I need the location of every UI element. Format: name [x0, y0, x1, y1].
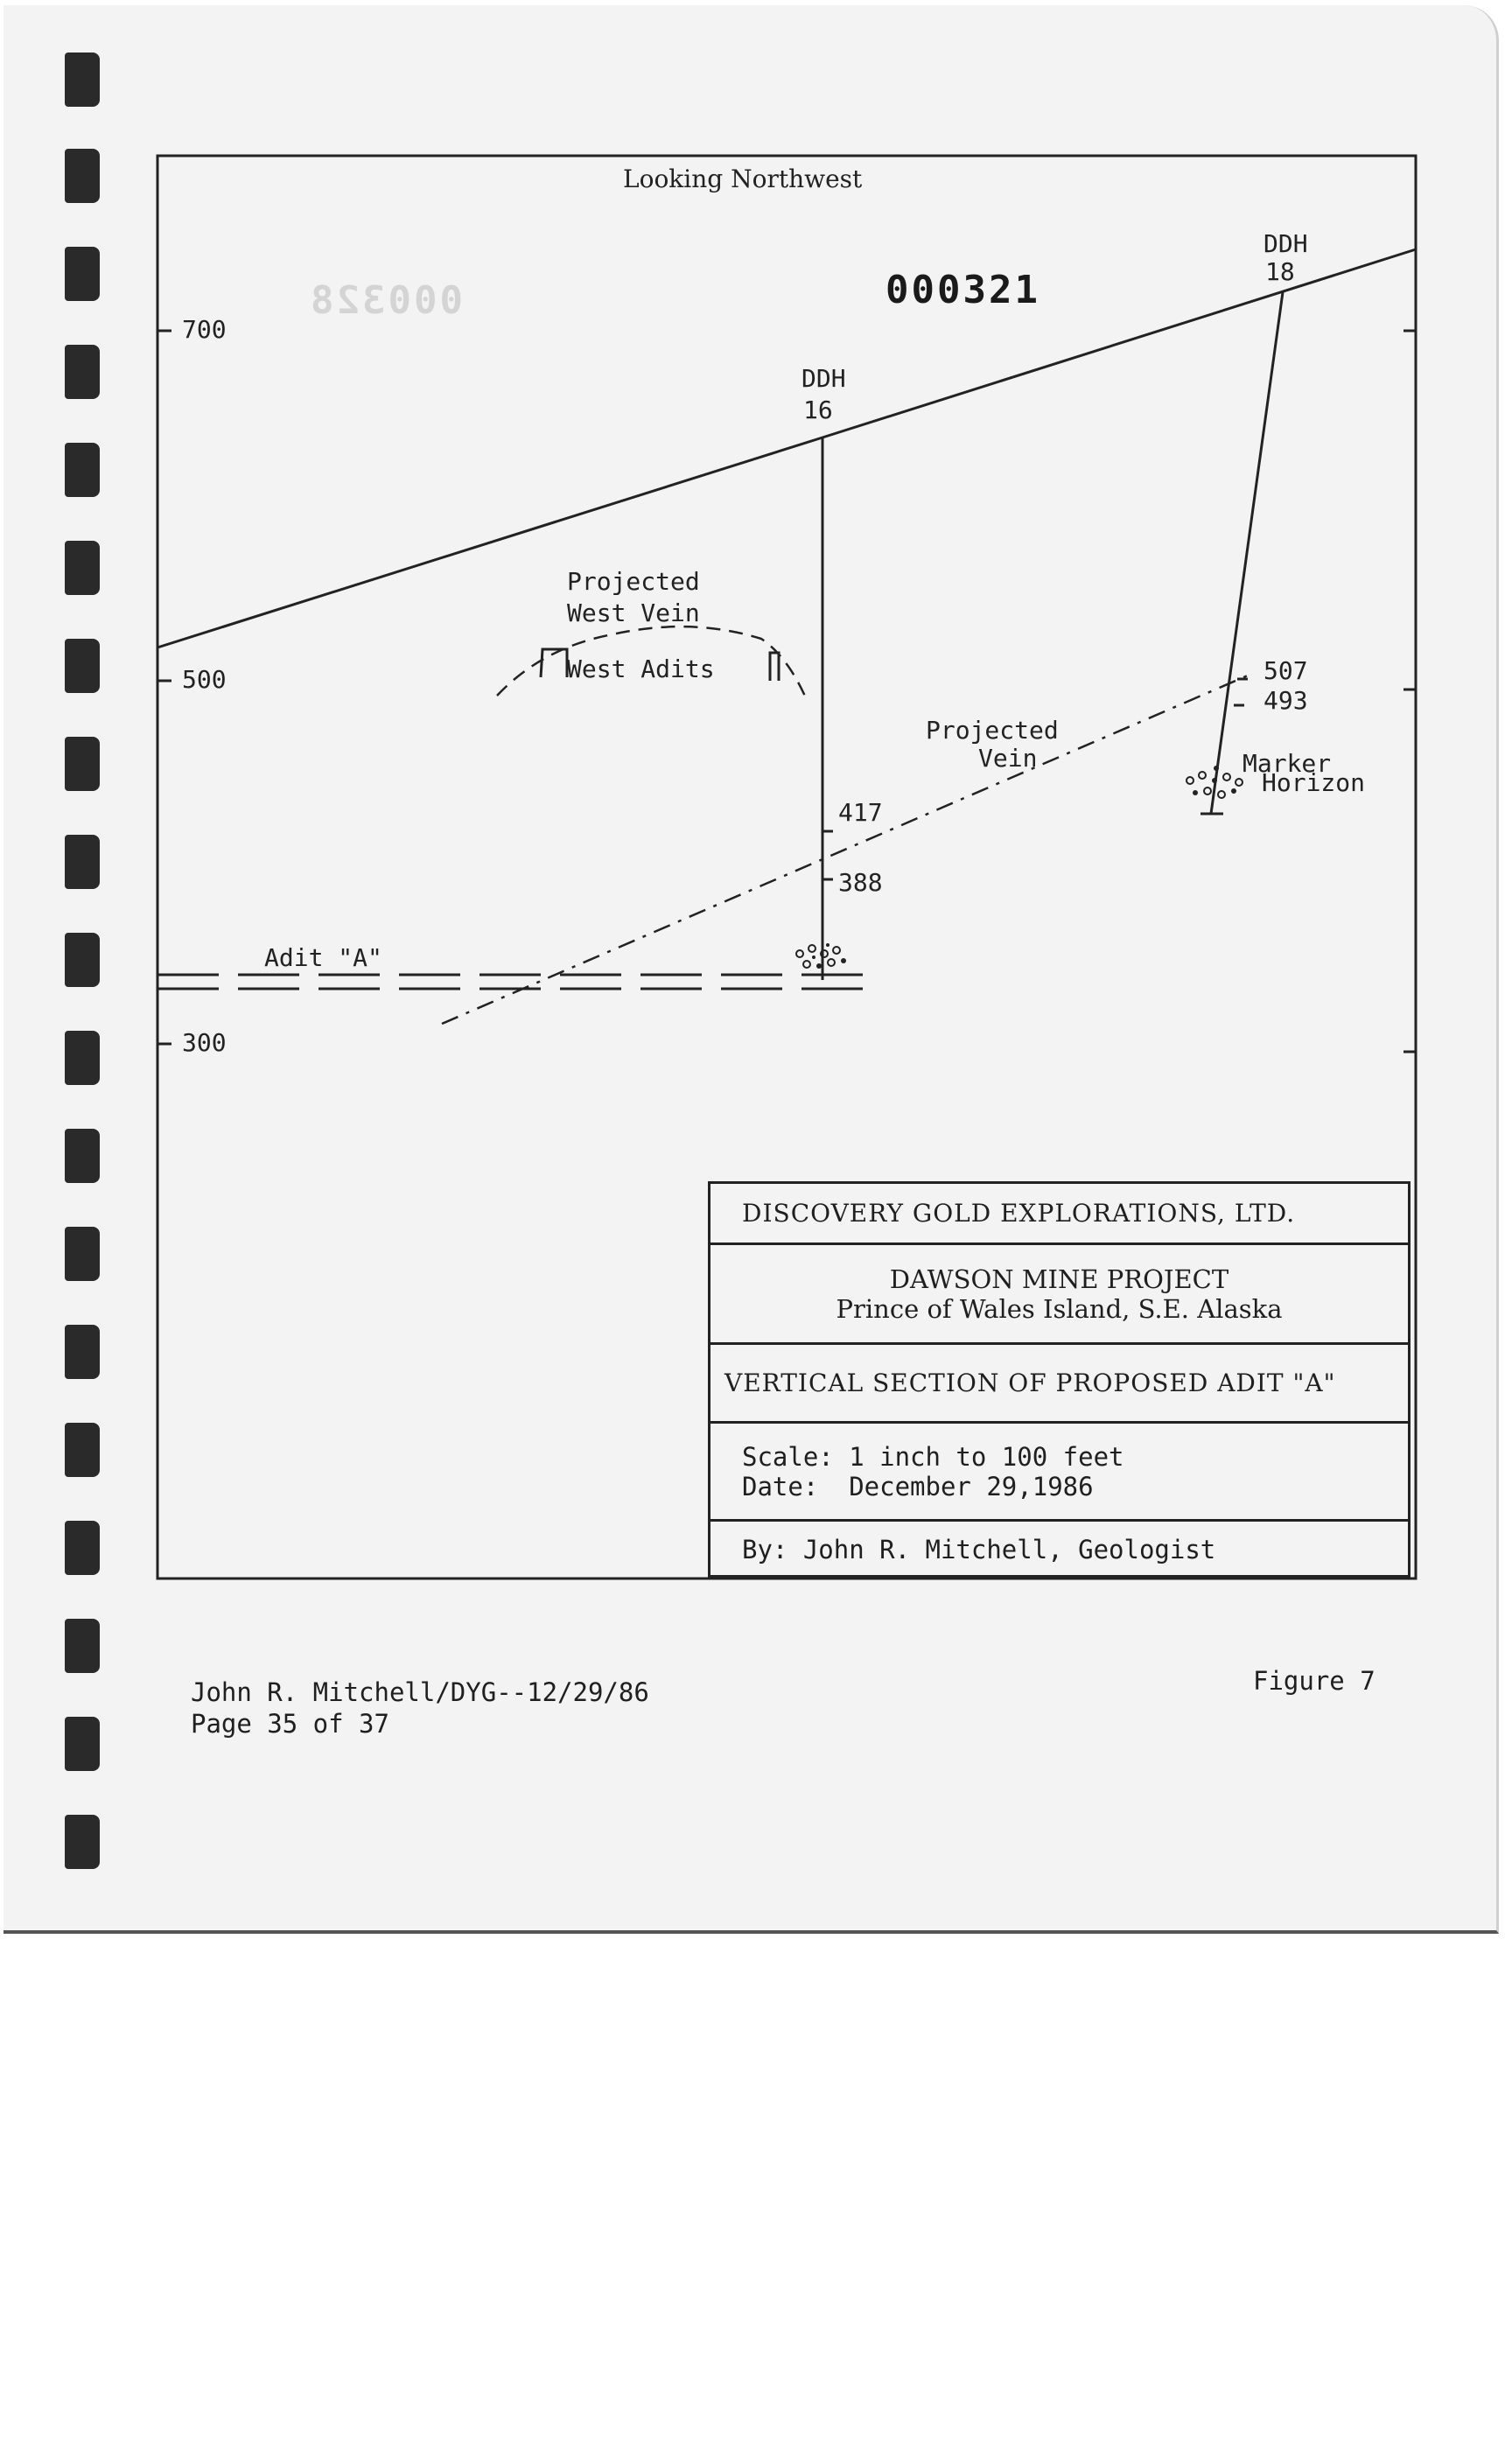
- west-adits-label: West Adits: [567, 654, 715, 683]
- ddh18-label-line1: DDH: [1264, 229, 1308, 258]
- marker-horizon-label-line1: Marker: [1242, 749, 1332, 778]
- title-block-company: [710, 1184, 1408, 1245]
- elevation-label-700: 700: [182, 315, 227, 344]
- intercept-388: 388: [838, 868, 883, 897]
- title-block-section: [710, 1345, 1408, 1424]
- company-name: DISCOVERY GOLD EXPLORATIONS, LTD.: [742, 1199, 1296, 1228]
- projected-vein-label-line1: Projected: [926, 716, 1059, 745]
- projected-vein-label-line2: Vein: [978, 744, 1038, 773]
- intercept-507: 507: [1264, 656, 1308, 685]
- elevation-label-300: 300: [182, 1028, 227, 1057]
- ddh16-label-line1: DDH: [802, 364, 846, 393]
- title-block-author: [710, 1522, 1408, 1578]
- ddh16-label-line2: 16: [803, 396, 833, 424]
- title-block-project: [710, 1245, 1408, 1345]
- drill-hole-ddh18: [1211, 292, 1283, 814]
- document-number-stamp: 000321: [886, 268, 1040, 312]
- view-direction-label: Looking Northwest: [623, 164, 863, 193]
- title-block: [708, 1181, 1410, 1578]
- project-location: Prince of Wales Island, S.E. Alaska: [836, 1293, 1283, 1324]
- author-text: By: John R. Mitchell, Geologist: [742, 1535, 1216, 1564]
- elevation-label-500: 500: [182, 665, 227, 694]
- section-title: VERTICAL SECTION OF PROPOSED ADIT "A": [724, 1368, 1336, 1397]
- stamp-ghost: 000328: [308, 278, 463, 323]
- figure-number: Figure 7: [1253, 1666, 1376, 1696]
- date-text: Date: December 29,1986: [742, 1471, 1094, 1502]
- projected-west-vein-label-line1: Projected: [567, 567, 700, 596]
- projected-west-vein-label-line2: West Vein: [567, 598, 700, 627]
- adit-a-label: Adit "A": [264, 943, 382, 972]
- ground-surface-line: [158, 249, 1416, 648]
- project-name: DAWSON MINE PROJECT: [889, 1264, 1229, 1294]
- intercept-493: 493: [1264, 686, 1308, 715]
- title-block-scale-date: [710, 1424, 1408, 1522]
- footer-page-number: Page 35 of 37: [191, 1709, 389, 1739]
- footer-reference: [191, 1676, 649, 1740]
- west-adit-portal: [770, 653, 779, 681]
- marker-horizon-label-line2: Horizon: [1262, 768, 1366, 797]
- intercept-417: 417: [838, 798, 883, 827]
- ddh18-label-line2: 18: [1265, 257, 1295, 286]
- scale-text: Scale: 1 inch to 100 feet: [742, 1441, 1124, 1472]
- footer-ref-line: John R. Mitchell/DYG--12/29/86: [191, 1677, 649, 1707]
- projected-vein-line: [442, 676, 1248, 1024]
